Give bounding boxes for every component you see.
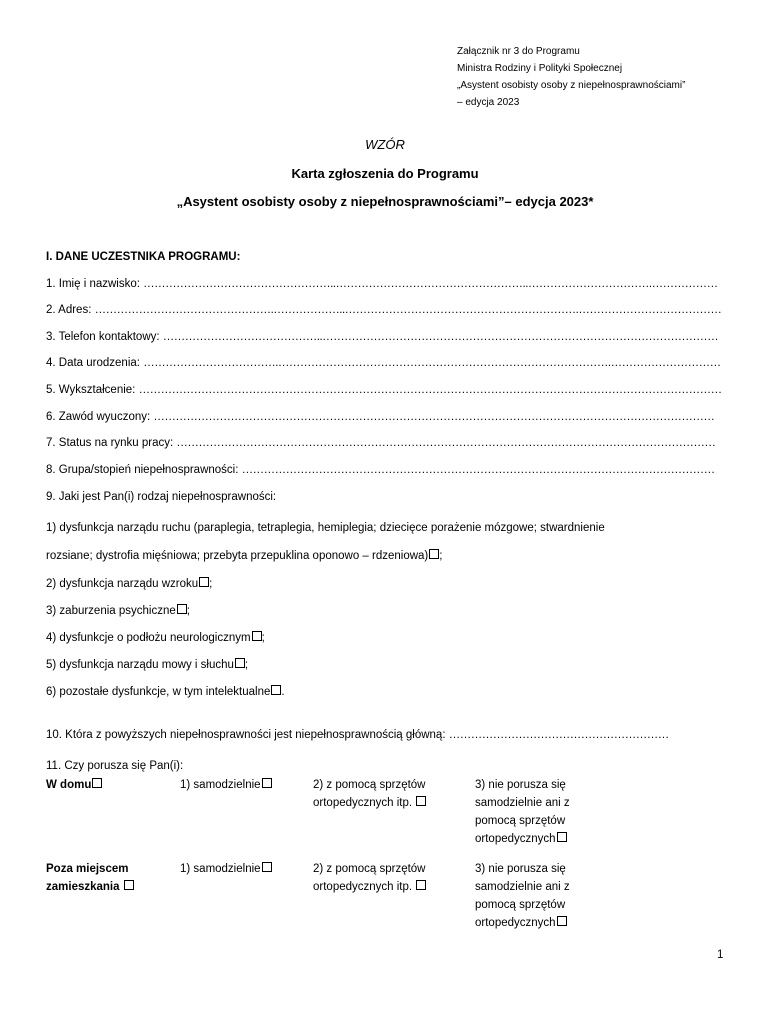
annex-line: „Asystent osobisty osoby z niepełnosprawnościami” bbox=[457, 80, 686, 91]
option-label: 1) samodzielnie bbox=[180, 779, 261, 791]
q9-option-4: 4) dysfunkcje o podłożu neurologicznym ; bbox=[46, 632, 265, 644]
field-dots: ……………………………………………………………………………………………………………………………………… bbox=[153, 411, 715, 423]
option-label: ortopedycznych bbox=[475, 917, 556, 929]
annex-line: Ministra Rodziny i Polityki Społecznej bbox=[457, 63, 623, 74]
field-dots: ………………………………………………………………………………………………………………………………… bbox=[176, 437, 716, 449]
option-label: 5) dysfunkcja narządu mowy i słuchu bbox=[46, 659, 234, 671]
row-label: W domu bbox=[46, 779, 92, 791]
question-10[interactable] bbox=[46, 729, 669, 741]
checkbox[interactable] bbox=[429, 549, 439, 559]
question-10-label: 10. Która z powyższych niepełnosprawności jest niepełnosprawnością główną: bbox=[46, 729, 446, 741]
option-label: 6) pozostałe dysfunkcje, w tym intelektualne bbox=[46, 686, 271, 698]
field-label: 8. Grupa/stopień niepełnosprawności: bbox=[46, 464, 239, 476]
row-label: zamieszkania bbox=[46, 881, 120, 893]
q9-option-6: 6) pozostałe dysfunkcje, w tym intelektualne . bbox=[46, 686, 285, 698]
checkbox[interactable] bbox=[416, 796, 426, 806]
field-labour-status[interactable] bbox=[46, 437, 715, 449]
mobility-row-home bbox=[46, 776, 102, 794]
field-profession[interactable] bbox=[46, 411, 714, 423]
annex-line: Załącznik nr 3 do Programu bbox=[457, 46, 580, 57]
option-label: ortopedycznych itp. bbox=[313, 797, 413, 809]
option-label: ortopedycznych itp. bbox=[313, 881, 413, 893]
checkbox[interactable] bbox=[416, 880, 426, 890]
q9-option-1-line1: 1) dysfunkcja narządu ruchu (paraplegia, tetraplegia, hemiplegia; dziecięce porażenie mózgowe; stwardnienie bbox=[46, 522, 605, 534]
mobility-home-with-equipment bbox=[313, 776, 426, 812]
mobility-outside-with-equipment bbox=[313, 860, 426, 896]
q9-option-1: rozsiane; dystrofia mięśniowa; przebyta przepuklina oponowo – rdzeniowa) ; bbox=[46, 550, 443, 562]
option-label: 3) nie porusza się bbox=[475, 779, 566, 791]
checkbox[interactable] bbox=[177, 604, 187, 614]
field-address[interactable] bbox=[46, 304, 721, 316]
field-dots: ……………………………………………..……………………………………………..…………………………….……………… bbox=[143, 278, 718, 290]
option-label: samodzielnie ani z bbox=[475, 797, 570, 809]
option-label: 3) zaburzenia psychiczne bbox=[46, 605, 176, 617]
checkbox[interactable] bbox=[557, 916, 567, 926]
option-label: 2) dysfunkcja narządu wzroku bbox=[46, 578, 199, 590]
mobility-outside-not-mobile bbox=[475, 860, 570, 932]
question-11-label: 11. Czy porusza się Pan(i): bbox=[46, 760, 184, 772]
q9-option-3: 3) zaburzenia psychiczne ; bbox=[46, 605, 190, 617]
q9-option-2: 2) dysfunkcja narządu wzroku ; bbox=[46, 578, 213, 590]
field-dots: ………………………………………….………………..……………………………………………………….………………………………… bbox=[94, 304, 722, 316]
field-phone[interactable] bbox=[46, 331, 718, 343]
checkbox[interactable] bbox=[557, 832, 567, 842]
option-label: 4) dysfunkcje o podłożu neurologicznym bbox=[46, 632, 251, 644]
field-dots: ……………………………….……………………………………………………………………………….………………………… bbox=[143, 357, 721, 369]
checkbox[interactable] bbox=[262, 778, 272, 788]
field-label: 5. Wykształcenie: bbox=[46, 384, 136, 396]
field-birth-date[interactable] bbox=[46, 357, 721, 369]
field-dots: …………………………………………………………………………………………………………………………………………… bbox=[138, 384, 722, 396]
page-number: 1 bbox=[717, 949, 724, 961]
row-label: Poza miejscem bbox=[46, 863, 129, 875]
section-heading: I. DANE UCZESTNIKA PROGRAMU: bbox=[46, 251, 241, 263]
option-label: pomocą sprzętów bbox=[475, 815, 566, 827]
q9-option-5: 5) dysfunkcja narządu mowy i słuchu ; bbox=[46, 659, 249, 671]
field-dots: ……………………………………..……………………………………………………………………………………………… bbox=[162, 331, 719, 343]
option-label: ortopedycznych bbox=[475, 833, 556, 845]
checkbox[interactable] bbox=[271, 685, 281, 695]
option-label: 1) samodzielnie bbox=[180, 863, 261, 875]
checkbox[interactable] bbox=[262, 862, 272, 872]
field-label: 2. Adres: bbox=[46, 304, 92, 316]
field-dots: ………………………………………………………………………………………………………………… bbox=[241, 464, 715, 476]
option-label: pomocą sprzętów bbox=[475, 899, 566, 911]
template-label: WZÓR bbox=[365, 137, 405, 152]
field-label: 7. Status na rynku pracy: bbox=[46, 437, 174, 449]
annex-header bbox=[457, 43, 685, 111]
field-disability-degree[interactable] bbox=[46, 464, 715, 476]
document-title: Karta zgłoszenia do Programu bbox=[291, 166, 479, 181]
option-label: 3) nie porusza się bbox=[475, 863, 566, 875]
option-label: 2) z pomocą sprzętów bbox=[313, 779, 426, 791]
checkbox[interactable] bbox=[252, 631, 262, 641]
mobility-row-outside bbox=[46, 860, 134, 896]
mobility-outside-independent bbox=[180, 860, 272, 878]
checkbox[interactable] bbox=[92, 778, 102, 788]
field-label: 6. Zawód wyuczony: bbox=[46, 411, 151, 423]
field-label: 4. Data urodzenia: bbox=[46, 357, 140, 369]
q9-option-1-line2: rozsiane; dystrofia mięśniowa; przebyta przepuklina oponowo – rdzeniowa) bbox=[46, 550, 429, 562]
option-label: 2) z pomocą sprzętów bbox=[313, 863, 426, 875]
annex-line: – edycja 2023 bbox=[457, 97, 520, 108]
checkbox[interactable] bbox=[199, 577, 209, 587]
field-education[interactable] bbox=[46, 384, 722, 396]
mobility-home-not-mobile bbox=[475, 776, 570, 848]
field-label: 3. Telefon kontaktowy: bbox=[46, 331, 160, 343]
checkbox[interactable] bbox=[124, 880, 134, 890]
option-label: samodzielnie ani z bbox=[475, 881, 570, 893]
mobility-home-independent bbox=[180, 776, 272, 794]
document-subtitle: „Asystent osobisty osoby z niepełnosprawnościami”– edycja 2023* bbox=[176, 194, 594, 209]
field-full-name[interactable] bbox=[46, 278, 718, 290]
field-label: 1. Imię i nazwisko: bbox=[46, 278, 140, 290]
field-dots: …………………………………………………… bbox=[448, 729, 669, 741]
question-9-label: 9. Jaki jest Pan(i) rodzaj niepełnosprawności: bbox=[46, 491, 277, 503]
checkbox[interactable] bbox=[235, 658, 245, 668]
